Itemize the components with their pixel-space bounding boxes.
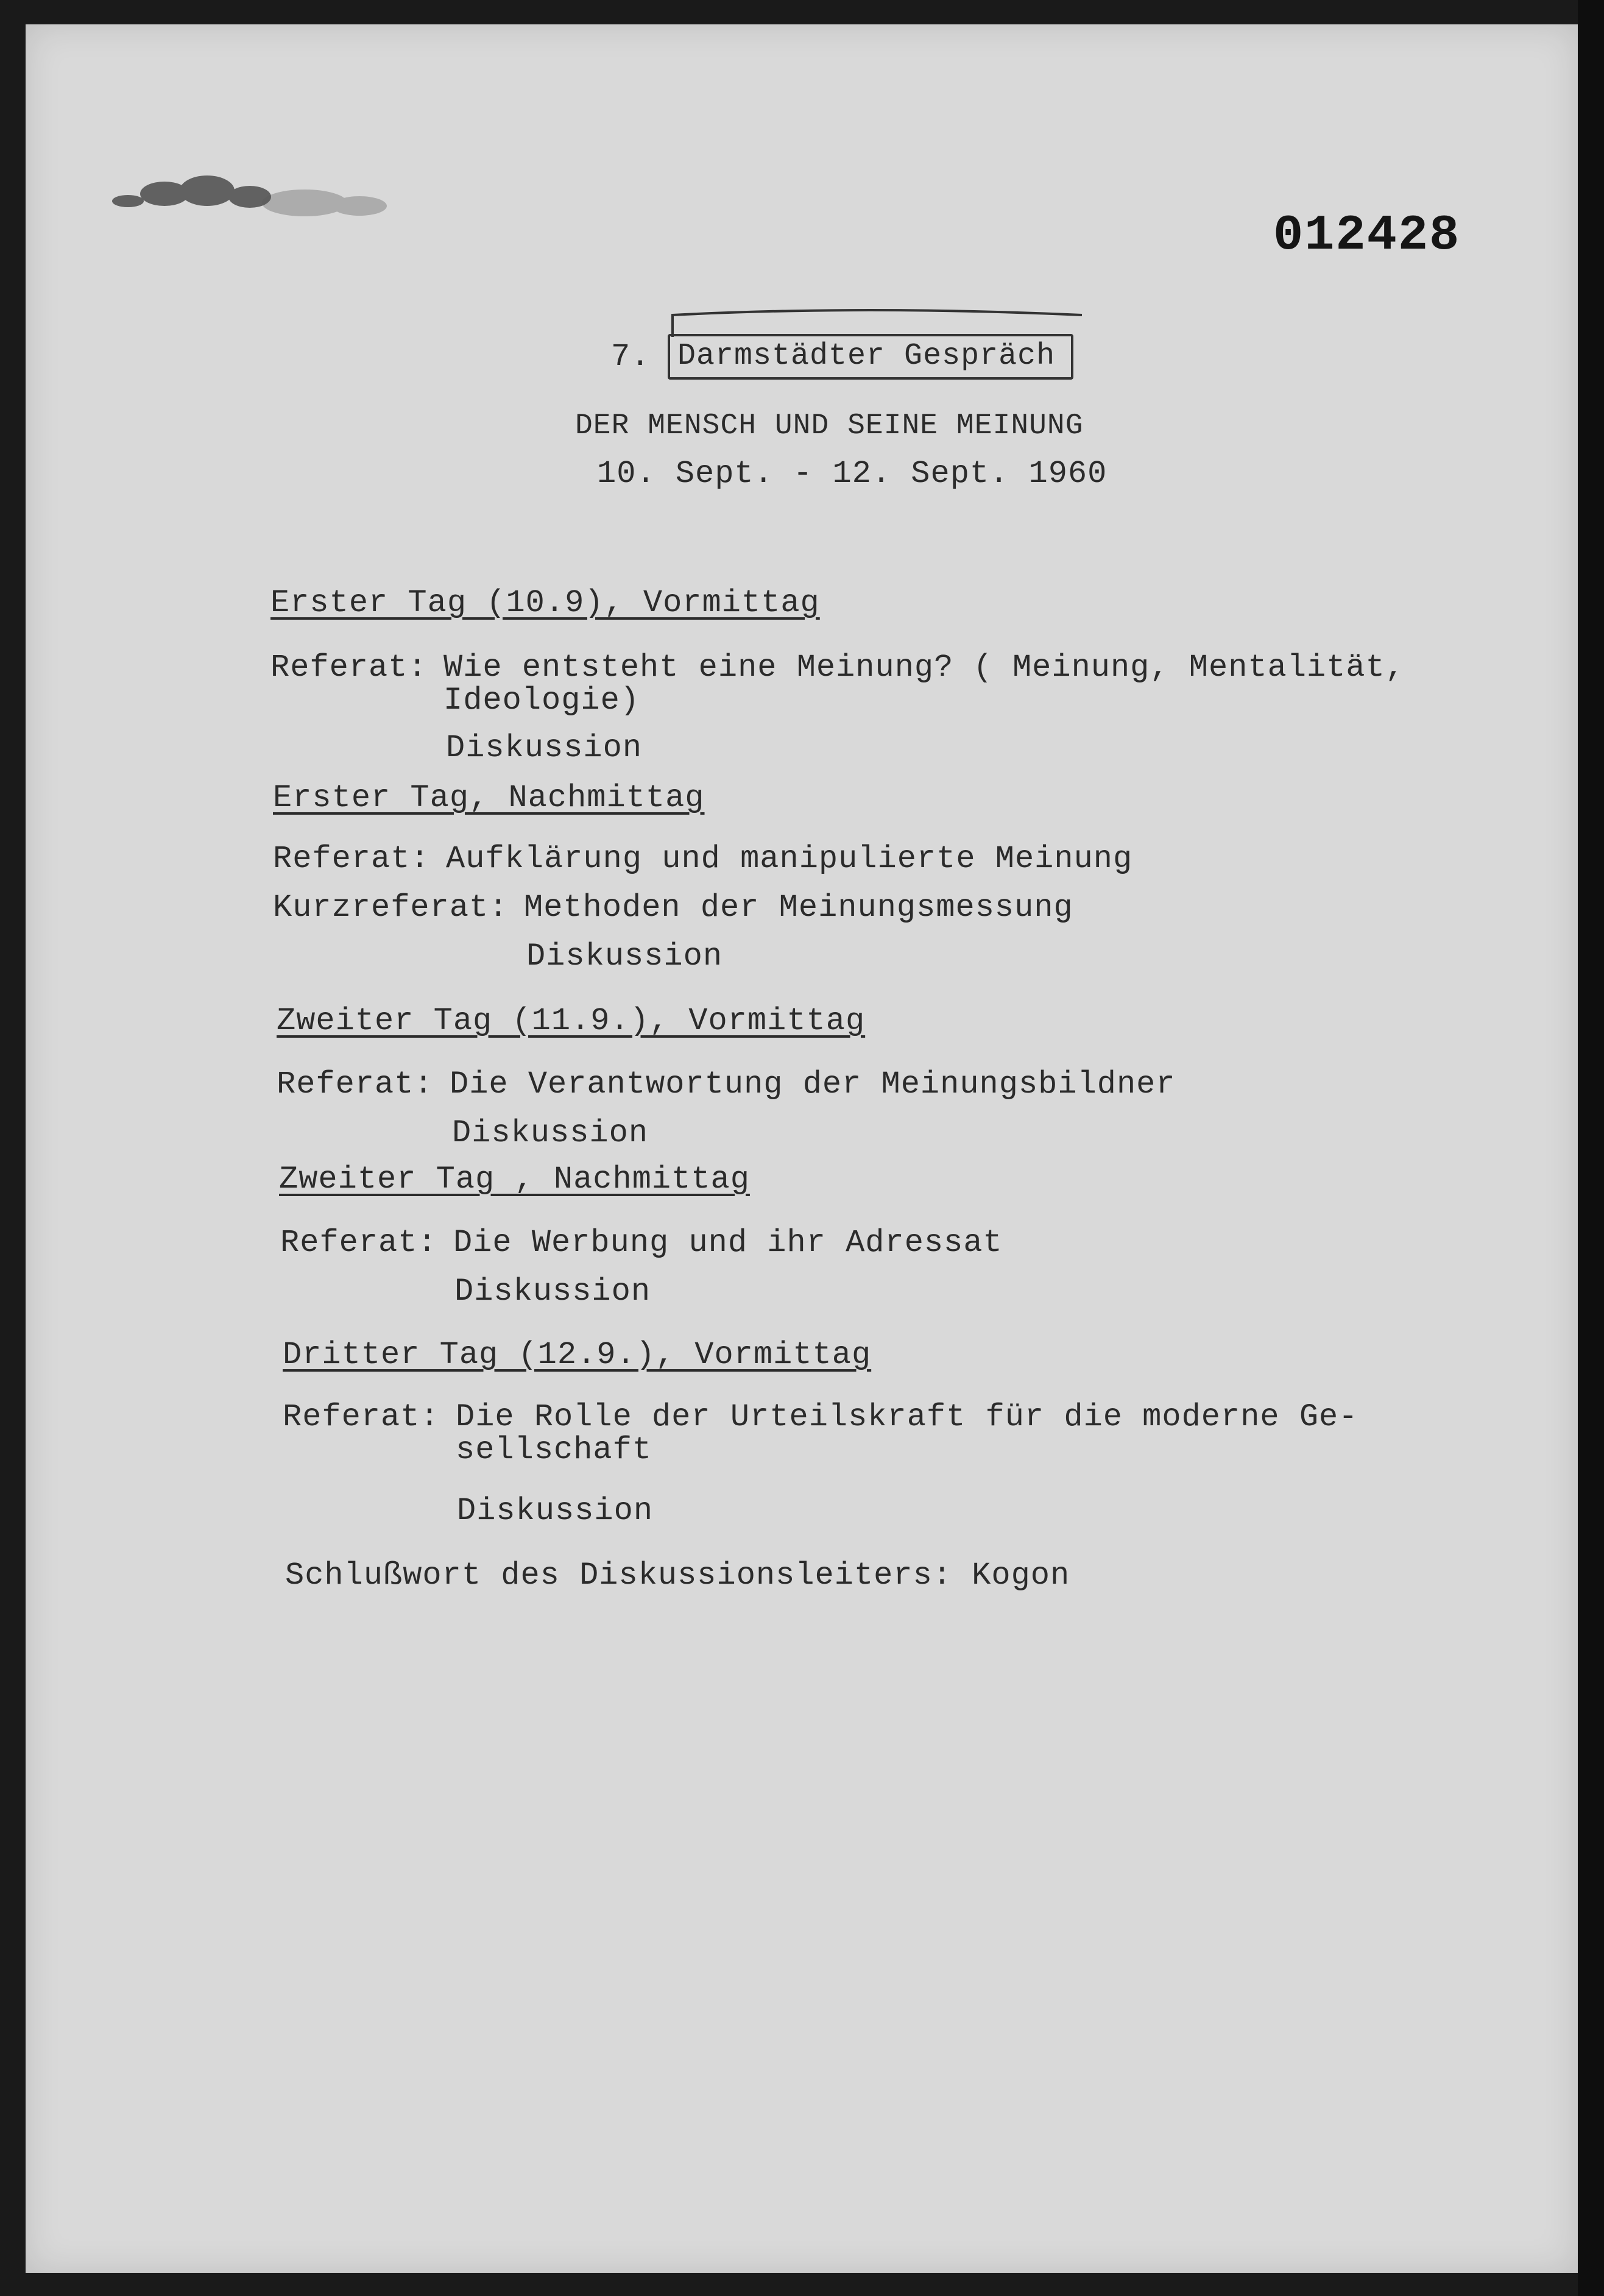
event-number: 7. xyxy=(611,339,651,375)
line-label: Kurzreferat: xyxy=(273,890,509,926)
date-range: 10. Sept. - 12. Sept. 1960 xyxy=(597,456,1108,492)
line-text: Diskussion xyxy=(454,1274,651,1309)
line-text: Diskussion xyxy=(526,938,723,974)
subtitle: DER MENSCH UND SEINE MEINUNG xyxy=(575,409,1084,442)
smudged-stamp-icon xyxy=(104,163,396,230)
session-heading: Erster Tag, Nachmittag xyxy=(273,780,705,816)
line-text: Die Werbung und ihr Adressat xyxy=(453,1225,1003,1261)
line-text: Ideologie) xyxy=(443,682,640,718)
line-text: Diskussion xyxy=(457,1493,654,1529)
line-text: Wie entsteht eine Meinung? ( Meinung, Mentalität, xyxy=(443,650,1405,686)
line-text: sellschaft xyxy=(456,1432,652,1468)
closing-remark: Schlußwort des Diskussionsleiters: Kogon xyxy=(285,1557,1070,1593)
line-label: Referat: xyxy=(283,1399,440,1435)
session-heading: Dritter Tag (12.9.), Vormittag xyxy=(283,1337,872,1373)
line-label: Referat: xyxy=(277,1066,434,1102)
line-text: Diskussion xyxy=(452,1115,649,1151)
session-heading: Erster Tag (10.9), Vormittag xyxy=(270,585,820,621)
line-text: Methoden der Meinungsmessung xyxy=(524,890,1073,926)
line-label: Referat: xyxy=(280,1225,437,1261)
scan-border xyxy=(1578,0,1604,2296)
line-text: Die Verantwortung der Meinungsbildner xyxy=(450,1066,1176,1102)
archive-number: 012428 xyxy=(1273,207,1461,264)
event-title-box: Darmstädter Gespräch xyxy=(668,334,1073,380)
line-text: Aufklärung und manipulierte Meinung xyxy=(446,841,1133,877)
session-heading: Zweiter Tag (11.9.), Vormittag xyxy=(277,1003,866,1039)
session-heading: Zweiter Tag , Nachmittag xyxy=(279,1161,750,1197)
line-label: Referat: xyxy=(270,650,428,686)
line-text: Diskussion xyxy=(446,730,643,766)
line-label: Referat: xyxy=(273,841,430,877)
line-text: Die Rolle der Urteilskraft für die moderne Ge- xyxy=(456,1399,1358,1435)
